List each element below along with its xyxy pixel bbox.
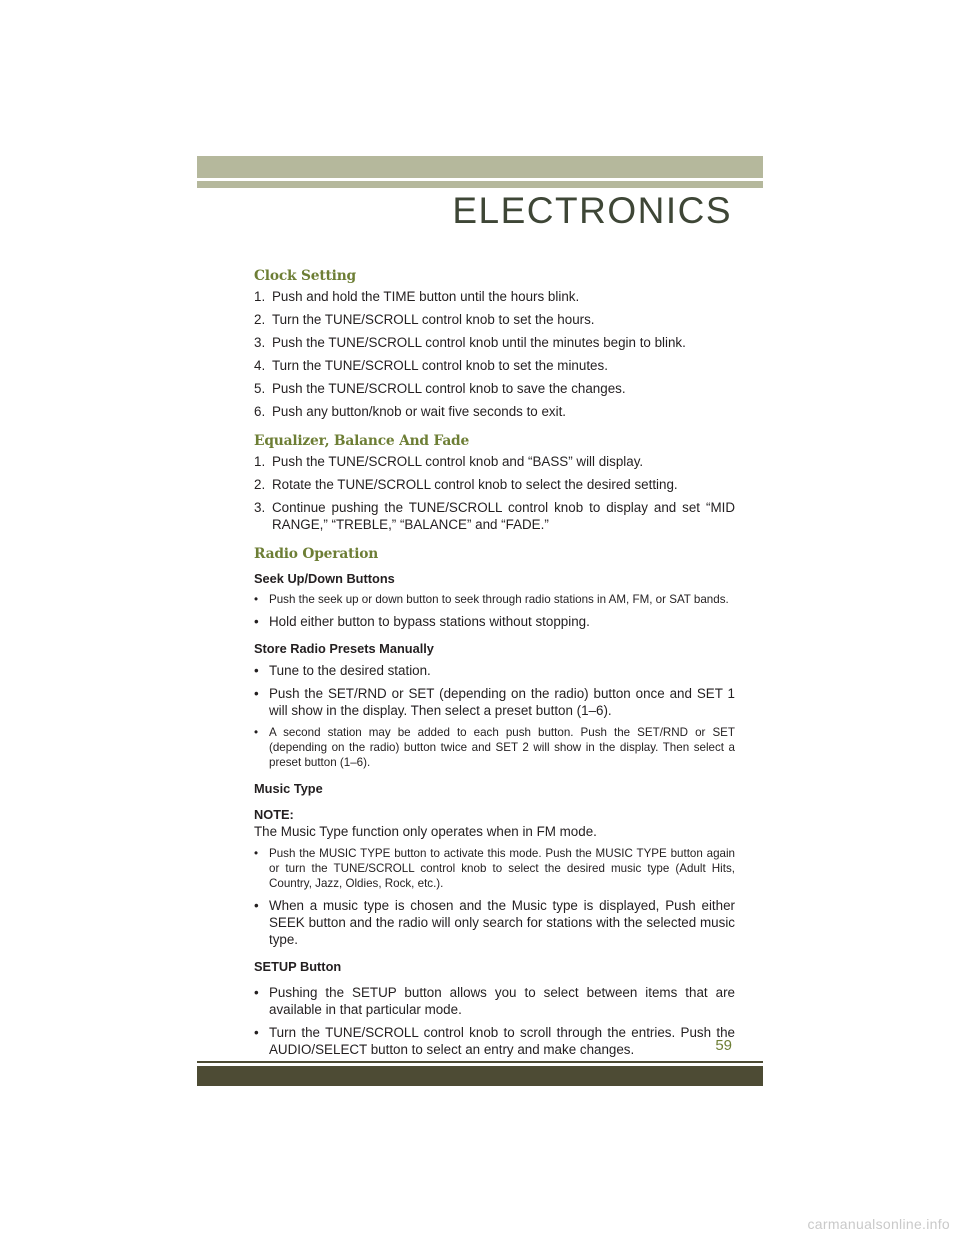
bullet-text: Push the SET/RND or SET (depending on the radio) button once and SET 1 will show in the display. Then select a preset button (1–6). bbox=[269, 686, 735, 718]
bullet-icon: • bbox=[254, 593, 259, 606]
list-item bbox=[254, 453, 735, 470]
list-item bbox=[254, 685, 735, 719]
bullet-text: Push the seek up or down button to seek through radio stations in AM, FM, or SAT bands. bbox=[269, 593, 729, 606]
equalizer-steps bbox=[254, 453, 735, 533]
header-rule bbox=[197, 181, 763, 188]
step-text: Push any button/knob or wait five seconds to exit. bbox=[272, 404, 567, 419]
bullet-icon: • bbox=[254, 985, 259, 1000]
bullet-text: A second station may be added to each push button. Push the SET/RND or SET (depending on the radio) button twice and SET 2 will show in the display. Then select a preset button (1–6). bbox=[269, 726, 735, 769]
footer-rule bbox=[197, 1061, 763, 1063]
step-number: 6. bbox=[254, 404, 266, 419]
list-item bbox=[254, 288, 735, 305]
list-item bbox=[254, 592, 735, 607]
bullet-icon: • bbox=[254, 686, 259, 701]
bullet-text: Tune to the desired station. bbox=[269, 663, 431, 678]
note-text: The Music Type function only operates when in FM mode. bbox=[254, 824, 597, 839]
list-item bbox=[254, 499, 735, 533]
bullet-icon: • bbox=[254, 663, 259, 678]
step-text: Turn the TUNE/SCROLL control knob to set the hours. bbox=[272, 312, 595, 327]
music-type-heading: Music Type bbox=[254, 781, 323, 796]
step-text: Push the TUNE/SCROLL control knob until the minutes begin to blink. bbox=[272, 335, 686, 350]
step-text: Push the TUNE/SCROLL control knob and “BASS” will display. bbox=[272, 454, 644, 469]
list-item bbox=[254, 357, 735, 374]
list-item bbox=[254, 725, 735, 770]
step-number: 2. bbox=[254, 477, 266, 492]
bullet-text: Hold either button to bypass stations without stopping. bbox=[269, 614, 590, 629]
step-number: 1. bbox=[254, 289, 266, 304]
footer-band bbox=[197, 1066, 763, 1086]
step-text: Rotate the TUNE/SCROLL control knob to select the desired setting. bbox=[272, 477, 678, 492]
step-text: Push and hold the TIME button until the hours blink. bbox=[272, 289, 580, 304]
step-number: 2. bbox=[254, 312, 266, 327]
section-title: ELECTRONICS bbox=[452, 190, 732, 231]
equalizer-heading: Equalizer, Balance And Fade bbox=[254, 433, 470, 449]
bullet-text: Push the MUSIC TYPE button to activate this mode. Push the MUSIC TYPE button again or turn the TUNE/SCROLL control knob to select the desired music type (Adult Hits, Country, Jazz, Oldies, Rock, etc.). bbox=[269, 847, 735, 890]
page-content bbox=[254, 268, 735, 1064]
bullet-icon: • bbox=[254, 847, 259, 860]
step-text: Turn the TUNE/SCROLL control knob to set the minutes. bbox=[272, 358, 608, 373]
list-item bbox=[254, 476, 735, 493]
step-number: 5. bbox=[254, 381, 266, 396]
clock-setting-heading: Clock Setting bbox=[254, 268, 356, 284]
clock-steps bbox=[254, 288, 735, 420]
page-number: 59 bbox=[715, 1037, 732, 1054]
seek-buttons-heading: Seek Up/Down Buttons bbox=[254, 571, 395, 586]
radio-operation-heading: Radio Operation bbox=[254, 546, 379, 562]
list-item bbox=[254, 311, 735, 328]
list-item bbox=[254, 380, 735, 397]
step-number: 4. bbox=[254, 358, 266, 373]
list-item bbox=[254, 334, 735, 351]
list-item bbox=[254, 1024, 735, 1058]
list-item bbox=[254, 897, 735, 948]
bullet-icon: • bbox=[254, 1025, 259, 1040]
watermark: carmanualsonline.info bbox=[807, 1216, 950, 1232]
header-band bbox=[197, 156, 763, 178]
bullet-text: Turn the TUNE/SCROLL control knob to scroll through the entries. Push the AUDIO/SELECT button to select an entry and make changes. bbox=[269, 1025, 735, 1057]
list-item bbox=[254, 846, 735, 891]
bullet-text: When a music type is chosen and the Music type is displayed, Push either SEEK button and the radio will only search for stations with the selected music type. bbox=[269, 898, 735, 947]
step-number: 3. bbox=[254, 335, 266, 350]
setup-button-heading: SETUP Button bbox=[254, 959, 342, 974]
step-text: Push the TUNE/SCROLL control knob to save the changes. bbox=[272, 381, 626, 396]
list-item bbox=[254, 613, 735, 630]
bullet-icon: • bbox=[254, 898, 259, 913]
note-label: NOTE: bbox=[254, 807, 294, 822]
step-number: 3. bbox=[254, 500, 266, 515]
list-item bbox=[254, 662, 735, 679]
bullet-icon: • bbox=[254, 726, 259, 739]
bullet-text: Pushing the SETUP button allows you to select between items that are available in that particular mode. bbox=[269, 985, 735, 1017]
list-item bbox=[254, 403, 735, 420]
step-number: 1. bbox=[254, 454, 266, 469]
step-text: Continue pushing the TUNE/SCROLL control knob to display and set “MID RANGE,” “TREBLE,” “BALANCE” and “FADE.” bbox=[272, 500, 735, 532]
store-presets-heading: Store Radio Presets Manually bbox=[254, 641, 434, 656]
list-item bbox=[254, 984, 735, 1018]
bullet-icon: • bbox=[254, 614, 259, 629]
